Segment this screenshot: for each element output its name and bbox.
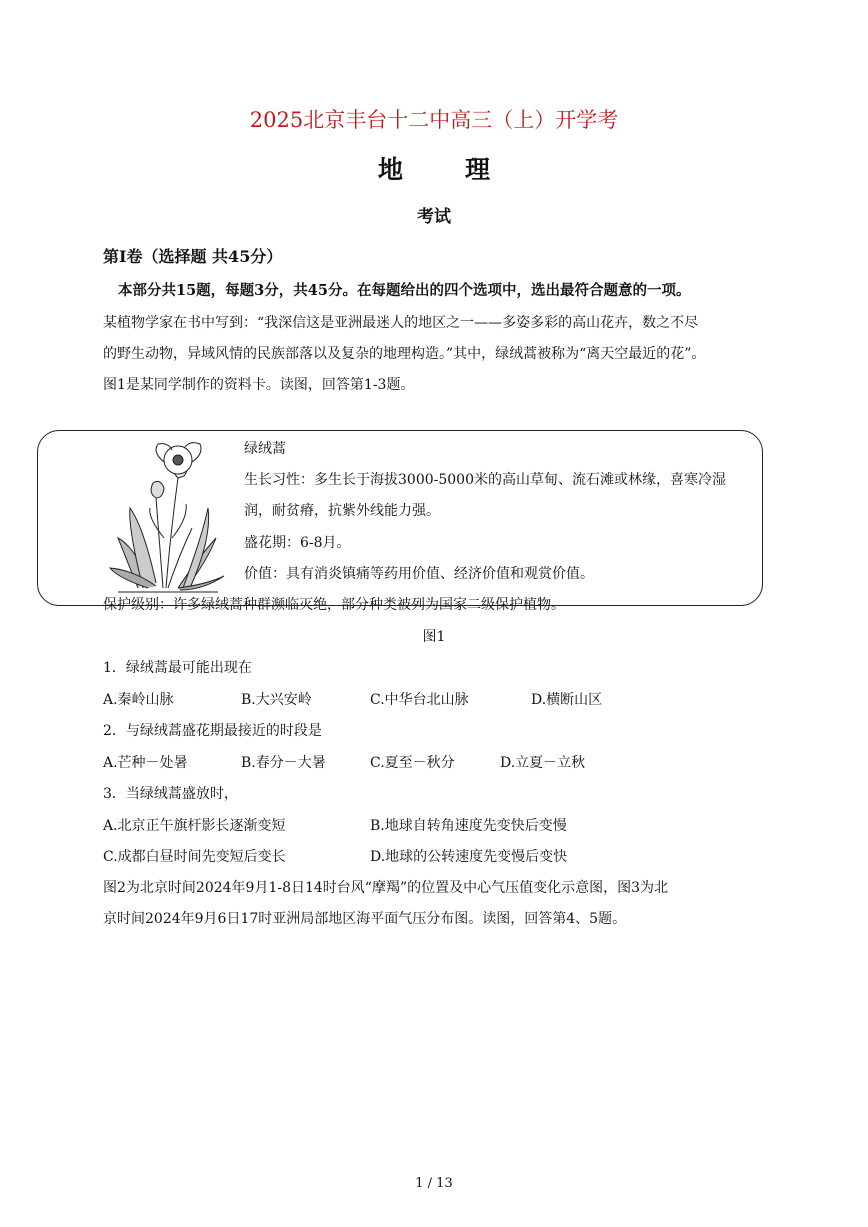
question-option: B.地球自转角速度先变快后变慢 (370, 818, 567, 834)
question-option: D.立夏－立秋 (500, 755, 586, 771)
card-value: 价值：具有消炎镇痛等药用价值、经济价值和观赏价值。 (244, 566, 594, 582)
question-option: B.大兴安岭 (241, 692, 312, 708)
exam-title: 2025北京丰台十二中高三（上）开学考 (249, 108, 619, 132)
question-option: A.芒种－处暑 (103, 755, 188, 771)
question-option: D.横断山区 (531, 692, 603, 708)
card-bloom: 盛花期：6-8月。 (244, 535, 351, 551)
question-stem: 2．与绿绒蒿盛花期最接近的时段是 (103, 723, 322, 739)
next-questions-intro: 京时间2024年9月6日17时亚洲局部地区海平面气压分布图。读图，回答第4、5题。 (103, 911, 627, 927)
figure-caption: 图1 (422, 629, 446, 645)
page-number: 1 / 13 (415, 1176, 453, 1191)
intro-line: 的野生动物，异域风情的民族部落以及复杂的地理构造。”其中，绿绒蒿被称为“离天空最近的花”。 (103, 346, 706, 362)
plant-illustration (108, 438, 228, 594)
question-option: A.北京正午旗杆影长逐渐变短 (103, 818, 286, 834)
section-heading: 第Ⅰ卷（选择题 共45分） (103, 247, 283, 266)
intro-line: 图1是某同学制作的资料卡。读图，回答第1-3题。 (103, 377, 415, 393)
card-habit-line: 生长习性：多生长于海拔3000-5000米的高山草甸、流石滩或林缘，喜寒冷湿 (244, 472, 726, 488)
question-option: C.中华台北山脉 (370, 692, 469, 708)
question-option: C.夏至－秋分 (370, 755, 455, 771)
subject-title: 地理 (377, 155, 552, 184)
card-protection: 保护级别：许多绿绒蒿种群濒临灭绝，部分种类被列为国家二级保护植物。 (103, 597, 565, 613)
question-option: D.地球的公转速度先变慢后变快 (370, 849, 568, 865)
section-instructions: 本部分共15题，每题3分，共45分。在每题给出的四个选项中，选出最符合题意的一项。 (118, 282, 691, 299)
question-option: A.秦岭山脉 (103, 692, 174, 708)
card-habit-line: 润，耐贫瘠，抗紫外线能力强。 (244, 503, 440, 519)
question-stem: 3．当绿绒蒿盛放时， (103, 786, 238, 802)
card-plant-name: 绿绒蒿 (244, 441, 286, 457)
question-option: B.春分－大暑 (241, 755, 326, 771)
question-stem: 1．绿绒蒿最可能出现在 (103, 660, 252, 676)
question-option: C.成都白昼时间先变短后变长 (103, 849, 286, 865)
exam-subtitle: 考试 (417, 207, 451, 227)
next-questions-intro: 图2为北京时间2024年9月1-8日14时台风“摩羯”的位置及中心气压值变化示意图，图3为北 (103, 880, 669, 896)
intro-line: 某植物学家在书中写到：“我深信这是亚洲最迷人的地区之一——多姿多彩的高山花卉，数之不尽 (103, 315, 699, 331)
